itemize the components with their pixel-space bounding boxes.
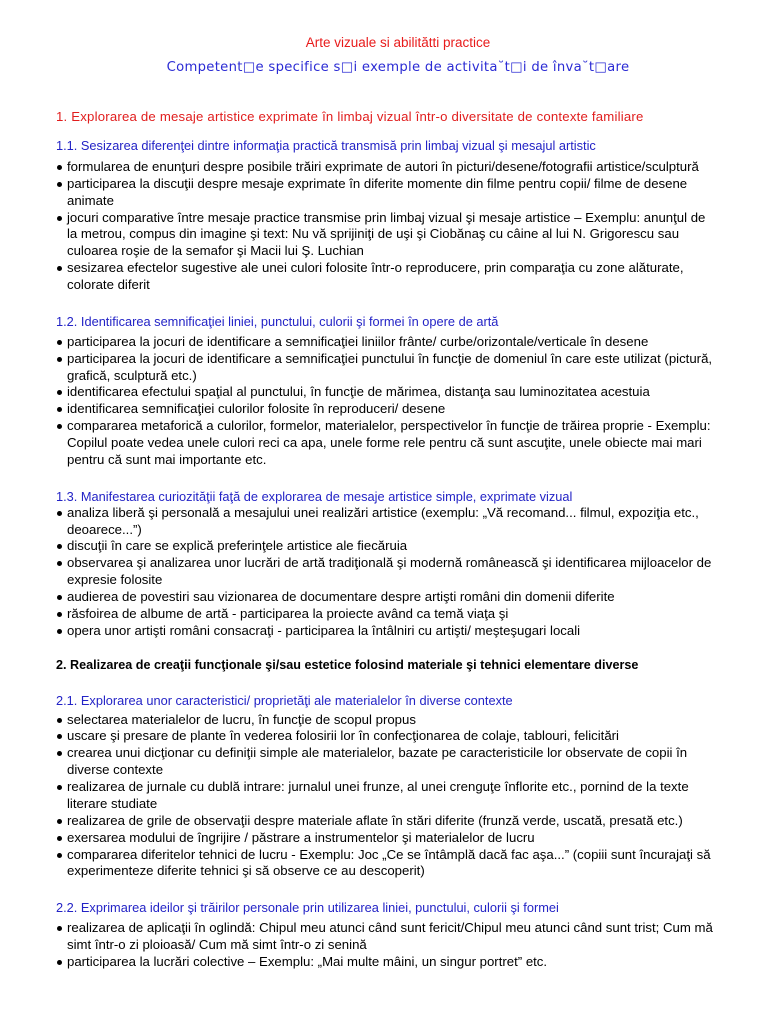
bullet-icon [57,751,62,756]
list-item [56,606,719,623]
list-item-text: realizarea de grile de observaţii despre materiale aflate în stări diferite (frunză verde, uscată, presată etc.) [67,812,683,828]
bullet-icon [57,390,62,395]
list-item [56,712,719,729]
list-item-text: compararea diferitelor tehnici de lucru - Exemplu: Joc „Ce se întâmplă dacă fac aşa...” (copiii sunt încurajaţi să experimenteze diferite tehnici şi să observe ce au descoperit) [67,846,711,879]
bullet-icon [57,819,62,824]
list-item-text: audierea de povestiri sau vizionarea de documentare despre artişti români din domenii diferite [67,589,615,605]
list-item [56,745,719,779]
list-item-text: selectarea materialelor de lucru, în funcţie de scopul propus [67,711,416,727]
list-item-text: realizarea de aplicaţii în oglindă: Chipul meu atunci când sunt fericit/Chipul meu atunci când sunt trist; Cum mă simt într-o zi ploioasă/ Cum mă simt într-o zi senină [67,920,713,953]
bullet-icon [57,595,62,600]
document-header [56,34,740,77]
section-2 [56,657,719,971]
list-item-text: crearea unui dicţionar cu definiţii simple ale materialelor, bazate pe caracteristicile lor observate de copii în diverse contexte [67,745,688,778]
bullet-icon [57,511,62,516]
list-item-text: participarea la lucrări colective – Exemplu: „Mai multe mâini, un singur portret” etc. [67,953,548,969]
list-item [56,351,719,385]
section-heading: 2. Realizarea de creaţii funcţionale şi/sau estetice folosind materiale şi tehnici elementare diverse [56,657,639,672]
bullet-icon [57,734,62,739]
competence-heading: 2.2. Exprimarea ideilor şi trăirilor personale prin utilizarea liniei, punctului, culorii şi formei [56,900,559,916]
list-item-text: identificarea efectului spaţial al punctului, în funcţie de mărimea, distanţa sau luminozitatea acestuia [67,384,650,400]
bullet-icon [57,357,62,362]
bullet-icon [57,407,62,412]
bullet-icon [57,926,62,931]
bullet-icon [57,266,62,271]
competence-heading: 1.2. Identificarea semnificaţiei liniei, punctului, culorii şi formei în opere de artă [56,313,499,329]
competence-2-1 [56,692,719,881]
document-title: Arte vizuale si abilitătti practice [305,35,491,50]
list-item [56,505,719,539]
list-item [56,623,719,640]
bullet-icon [57,960,62,965]
list-item [56,418,719,469]
bullet-icon [57,612,62,617]
list-item-text: opera unor artişti români consacraţi - participarea la întâlniri cu artişti/ meşteşugari locali [67,622,581,638]
list-item [56,728,719,745]
document-body [56,108,719,971]
list-item-text: identificarea semnificaţiei culorilor folosite în reproduceri/ desene [67,401,446,417]
section-heading: 1. Explorarea de mesaje artistice exprimate în limbaj vizual într-o diversitate de contexte familiare [56,109,644,124]
list-item [56,920,719,954]
list-item-text: participarea la jocuri de identificare a semnificaţiei liniilor frânte/ curbe/orizontale/verticale în desene [67,333,649,349]
competence-heading: 1.1. Sesizarea diferenţei dintre informaţia practică transmisă prin limbaj vizual şi mesajul artistic [56,138,596,153]
competence-heading: 1.3. Manifestarea curiozităţii faţă de explorarea de mesaje artistice simple, exprimate vizual [56,488,573,504]
list-item [56,260,719,294]
competence-1-1 [56,137,719,294]
list-item-text: exersarea modului de îngrijire / păstrare a instrumentelor şi materialelor de lucru [67,829,535,845]
list-item [56,210,719,261]
list-item [56,334,719,351]
section-1 [56,108,719,640]
list-item [56,159,719,176]
list-item [56,384,719,401]
bullet-icon [57,836,62,841]
list-item-text: formularea de enunţuri despre posibile trăiri exprimate de autori în picturi/desene/fotografii artistice/sculptură [67,159,699,174]
bullet-icon [57,340,62,345]
competence-1-3 [56,488,719,640]
activity-list [56,505,719,640]
list-item [56,589,719,606]
list-item [56,401,719,418]
document-subtitle: Competent□e specifice s□i exemple de activita˘t□i de înva˘t□are [166,60,630,75]
list-item [56,954,719,971]
bullet-icon [57,561,62,566]
activity-list [56,712,719,881]
bullet-icon [57,544,62,549]
activity-list [56,334,719,469]
competence-heading: 2.1. Explorarea unor caracteristici/ proprietăţi ale materialelor în diverse contexte [56,692,513,708]
list-item-text: compararea metaforică a culorilor, formelor, materialelor, perspectivelor în funcţie de trăirea proprie - Exemplu: Copilul poate vedea unele culori reci ca apa, unele forme rele pentru că sunt ascuţite, unele obiecte mai mari pentru că sunt mai importante etc. [67,418,711,467]
list-item-text: jocuri comparative între mesaje practice transmise prin limbaj vizual şi mesaje artistice – Exemplu: anunţul de la metrou, compus din imagine şi text: Nu vă sprijiniţi de uşi şi Ciobănaş cu câine al lui N. Grigorescu sau culoarea roşie de la semafor şi Macii lui Ş. Luchian [67,209,706,259]
bullet-icon [57,629,62,634]
list-item-text: realizarea de jurnale cu dublă intrare: jurnalul unei frunze, al unei crenguţe înflorite etc., pornind de la texte literare studiate [67,779,689,811]
list-item-text: discuţii în care se explică preferinţele artistice ale fiecăruia [67,538,408,554]
bullet-icon [57,424,62,429]
activity-list [56,920,719,971]
bullet-icon [57,853,62,858]
bullet-icon [57,718,62,723]
list-item-text: sesizarea efectelor sugestive ale unei culori folosite într-o reproducere, prin comparaţia cu zone alăturate, colorate diferit [67,260,684,293]
list-item [56,176,719,210]
bullet-icon [57,216,62,221]
list-item [56,538,719,555]
competence-2-2 [56,899,719,971]
competence-1-2 [56,313,719,469]
bullet-icon [57,182,62,187]
list-item-text: răsfoirea de albume de artă - participarea la proiecte având ca temă viaţa şi [67,605,509,621]
list-item-text: uscare şi presare de plante în vederea folosirii lor în confecţionarea de colaje, tablouri, felicitări [67,728,619,744]
list-item [56,847,719,881]
list-item-text: observarea şi analizarea unor lucrări de artă tradiţională şi modernă românească şi identificarea mijloacelor de expresie folosite [67,555,712,588]
list-item [56,779,719,813]
list-item-text: analiza liberă şi personală a mesajului unei realizări artistice (exemplu: „Vă recomand... filmul, expoziţia etc., deoarece...”) [67,504,699,537]
list-item-text: participarea la discuţii despre mesaje exprimate în diferite momente din filme pentru copii/ filme de desene animate [67,175,688,208]
activity-list [56,159,719,294]
list-item [56,555,719,589]
list-item [56,830,719,847]
bullet-icon [57,785,62,790]
list-item [56,813,719,830]
list-item-text: participarea la jocuri de identificare a semnificaţiei punctului în funcţie de domeniul în care este utilizat (pictură, grafică, sculptură etc.) [67,350,713,383]
bullet-icon [57,165,62,170]
